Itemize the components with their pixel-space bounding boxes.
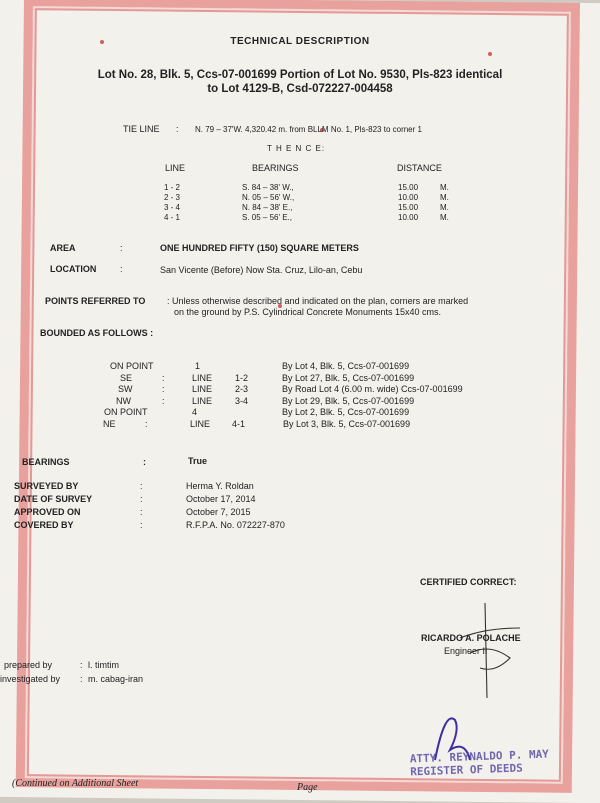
tie-line-colon: : [176,124,179,134]
survey-value: October 17, 2014 [186,494,256,504]
bound-colon: : [162,373,165,383]
row-bearing: N. 05 – 56' W., [242,193,295,202]
col-header-distance: DISTANCE [397,163,442,173]
bound-description: By Lot 3, Blk. 5, Ccs-07-001699 [283,419,411,429]
investigated-by-label: investigated by [0,674,61,684]
bound-line: 1-2 [235,373,249,383]
bearings-label: BEARINGS [22,457,70,467]
bound-description: By Lot 29, Blk. 5, Ccs-07-001699 [282,396,415,406]
row-distance: 10.00 [398,193,419,202]
area-colon: : [120,243,123,253]
bound-kind: LINE [192,373,213,383]
engineer-name: RICARDO A. POLACHE [421,633,521,643]
thence-heading: T H E N C E: [267,144,326,153]
survey-colon: : [140,481,143,491]
points-referred-label: POINTS REFERRED TO [45,296,146,306]
survey-value: Herma Y. Roldan [186,481,254,491]
row-distance: 15.00 [398,203,419,212]
survey-label: DATE OF SURVEY [14,494,93,504]
survey-value: R.F.P.A. No. 072227-870 [186,520,285,530]
bound-direction: SW [118,384,133,394]
prepared-by-label: prepared by [4,660,53,670]
prepared-by-colon: : [80,660,83,670]
bound-colon: : [145,419,148,429]
stamp-title: REGISTER OF DEEDS [410,761,524,779]
bound-description: By Road Lot 4 (6.00 m. wide) Ccs-07-001699 [282,384,463,394]
investigated-by-colon: : [80,674,83,684]
bearings-value: True [188,456,208,466]
continued-note: (Continued on Additional Sheet [12,778,139,789]
bound-description: By Lot 4, Blk. 5, Ccs-07-001699 [282,361,410,371]
bound-colon: : [162,384,165,394]
row-unit: M. [440,193,449,202]
row-line: 4 - 1 [164,213,181,222]
row-line: 1 - 2 [164,183,181,192]
certified-correct-label: CERTIFIED CORRECT: [420,577,517,587]
bounded-label: BOUNDED AS FOLLOWS : [40,328,154,338]
row-distance: 10.00 [398,213,419,222]
bound-direction: NE [103,419,116,429]
survey-label: COVERED BY [14,520,74,530]
bound-description: By Lot 2, Blk. 5, Ccs-07-001699 [282,407,410,417]
row-unit: M. [440,213,449,222]
bound-direction: SE [120,373,133,383]
bound-direction: NW [116,396,131,406]
bound-kind: LINE [192,396,213,406]
bound-line: 3-4 [235,396,249,406]
survey-label: SURVEYED BY [14,481,79,491]
row-bearing: N. 84 – 38' E., [242,203,293,212]
survey-colon: : [140,520,143,530]
row-distance: 15.00 [398,183,419,192]
bound-line: 2-3 [235,384,249,394]
red-dot-mark [488,52,492,56]
col-header-bearings: BEARINGS [252,163,299,173]
stamp-name: ATTY. REYNALDO P. MAY [409,747,550,766]
row-bearing: S. 05 – 56' E., [242,213,293,222]
area-value: ONE HUNDRED FIFTY (150) SQUARE METERS [160,243,359,253]
bearings-colon: : [143,457,146,467]
bound-description: By Lot 27, Blk. 5, Ccs-07-001699 [282,373,415,383]
engineer-title: Engineer II [444,646,488,656]
investigated-by-value: m. cabag-iran [88,674,144,684]
col-header-line: LINE [165,163,186,173]
row-line: 3 - 4 [164,203,181,212]
area-label: AREA [50,243,76,253]
lot-description-line1: Lot No. 28, Blk. 5, Ccs-07-001699 Portion of Lot No. 9530, Pls-823 identical [97,69,503,81]
bound-direction: ON POINT [104,407,148,417]
row-bearing: S. 84 – 38' W., [242,183,294,192]
survey-value: October 7, 2015 [186,507,251,517]
survey-colon: : [140,494,143,504]
prepared-by-value: l. timtim [88,660,119,670]
bound-line: 4-1 [232,419,246,429]
bound-kind: 4 [192,407,198,417]
document-title: TECHNICAL DESCRIPTION [230,36,370,47]
location-colon: : [120,264,123,274]
register-of-deeds-stamp [410,748,550,779]
tie-line-text: N. 79 – 37'W. 4,320.42 m. from BLLM No. 1, Pls-823 to corner 1 [195,125,422,134]
bound-kind: 1 [195,361,201,371]
bound-colon: : [162,396,165,406]
row-unit: M. [440,183,449,192]
location-value: San Vicente (Before) Now Sta. Cruz, Lilo-an, Cebu [160,265,363,275]
points-referred-line1: : Unless otherwise described and indicated on the plan, corners are marked [167,296,469,306]
points-referred-line2: on the ground by P.S. Cylindrical Concrete Monuments 15x40 cms. [174,307,441,317]
survey-colon: : [140,507,143,517]
lot-description-line2: to Lot 4129-B, Csd-072227-004458 [207,83,393,95]
location-label: LOCATION [50,264,97,274]
row-unit: M. [440,203,449,212]
page-label: Page [297,782,318,793]
bound-direction: ON POINT [110,361,154,371]
bound-kind: LINE [190,419,211,429]
bound-kind: LINE [192,384,213,394]
row-line: 2 - 3 [164,193,181,202]
survey-label: APPROVED ON [14,507,81,517]
tie-line-label: TIE LINE [123,124,160,134]
